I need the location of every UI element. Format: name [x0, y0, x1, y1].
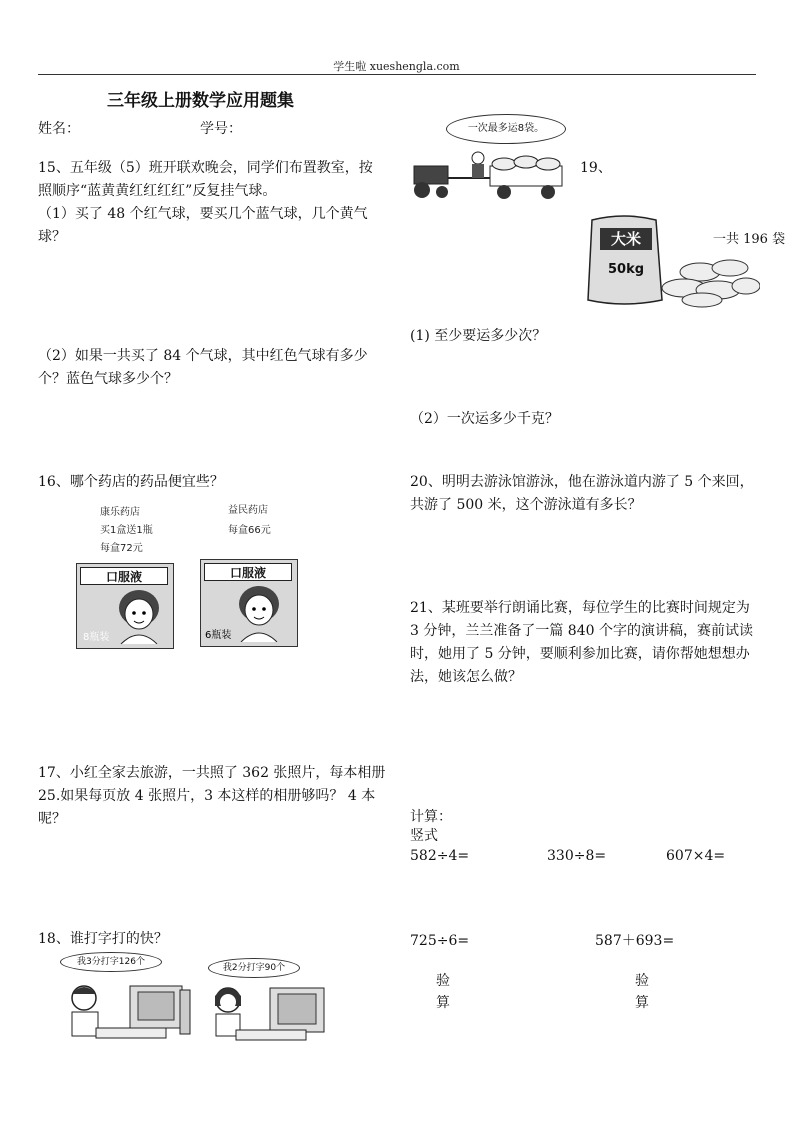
medicine-box-1 — [76, 563, 174, 649]
page-title: 三年级上册数学应用题集 — [107, 91, 294, 111]
typing-illustration — [60, 950, 328, 1048]
calc-expr-1: 582÷4= — [410, 848, 470, 864]
check-label-1a: 验 — [436, 973, 450, 989]
q20-text: 20、明明去游泳馆游泳，他在游泳道内游了 5 个来回，共游了 500 米，这个游泳道有多长？ — [410, 474, 754, 513]
site-header: 学生啦 xueshengla.com — [333, 60, 460, 73]
q15-part2: （2）如果一共买了 84 个气球，其中红色气球有多少个？蓝色气球多少个？ — [38, 348, 368, 387]
calc-expr-5: 587＋693= — [595, 933, 675, 949]
q15-text: 15、五年级（5）班开联欢晚会，同学们布置教室，按照顺序“蓝黄黄红红红红”反复挂气球。 — [38, 160, 373, 199]
rice-total: 一共 196 袋 — [711, 228, 787, 247]
calc-expr-4: 725÷6= — [410, 933, 470, 949]
girl-face-icon — [111, 586, 167, 644]
rice-bag-label: 大米 — [600, 228, 652, 250]
store2-line2: 每盒66元 — [228, 525, 271, 536]
girl-face-icon — [229, 582, 289, 642]
check-label-2b: 算 — [635, 995, 649, 1011]
store2-line1: 益民药店 — [228, 505, 268, 516]
q18-text: 18、谁打字打的快？ — [38, 931, 168, 947]
medicine-box-2 — [200, 559, 298, 647]
rice-bag-weight: 50kg — [608, 262, 645, 277]
children-computers-icon — [60, 976, 328, 1048]
name-label: 姓名： — [38, 121, 80, 137]
q19-number: 19、 — [580, 160, 612, 176]
calc-label: 计算： — [410, 809, 452, 825]
box1-note: 8瓶装 — [83, 632, 110, 643]
pharmacy-illustration — [72, 497, 310, 657]
speech-bubble-1: 我3分打字126个 — [60, 952, 162, 972]
box2-label: 口服液 — [204, 563, 292, 581]
q17-text: 17、小红全家去旅游，一共照了 362 张照片，每本相册 25.如果每页放 4 张照片，3 本这样的相册够吗？ 4 本呢？ — [38, 765, 386, 827]
store1-line1: 康乐药店 — [100, 507, 140, 518]
tractor-icon — [408, 146, 568, 204]
rice-bag-illustration — [580, 212, 760, 308]
speech-bubble-2: 我2分打字90个 — [208, 958, 300, 978]
rice-bag-icon — [580, 212, 760, 308]
check-label-1b: 算 — [436, 995, 450, 1011]
q21-text: 21、某班要举行朗诵比赛，每位学生的比赛时间规定为 3 分钟，兰兰准备了一篇 840 个字的演讲稿，赛前试读时，她用了 5 分钟，要顺利参加比赛，请你帮她想想办法，她该怎么做？ — [410, 600, 753, 685]
q16-text: 16、哪个药店的药品便宜些？ — [38, 474, 224, 490]
calc-expr-3: 607×4= — [666, 848, 726, 864]
id-label: 学号： — [200, 121, 242, 137]
q19-part1: (1) 至少要运多少次？ — [410, 328, 547, 344]
calc-sub: 竖式 — [410, 828, 438, 844]
box1-label: 口服液 — [80, 567, 168, 585]
calc-expr-2: 330÷8= — [547, 848, 607, 864]
q19-part2: （2）一次运多少千克？ — [410, 411, 559, 427]
box2-note: 6瓶装 — [205, 630, 232, 641]
q15-part1: （1）买了 48 个红气球，要买几个蓝气球，几个黄气球？ — [38, 206, 368, 245]
check-label-2a: 验 — [635, 973, 649, 989]
store1-line3: 每盒72元 — [100, 543, 143, 554]
store1-line2: 买1盒送1瓶 — [100, 525, 153, 536]
header-rule — [38, 74, 756, 75]
tractor-illustration — [408, 108, 568, 204]
tractor-speech-bubble: 一次最多运8袋。 — [446, 114, 566, 144]
